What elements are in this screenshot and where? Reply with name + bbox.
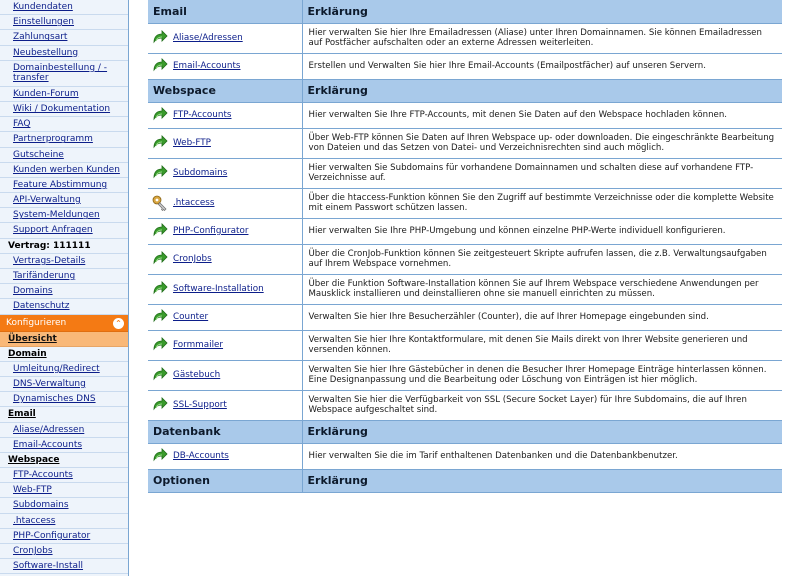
contract-label: Vertrag: 111111 [0, 239, 128, 254]
sidebar-item-php-configurator[interactable]: PHP-Configurator [13, 530, 91, 541]
sidebar-item-kunden-werben-kunden[interactable]: Kunden werben Kunden [13, 164, 120, 175]
table-row [148, 244, 782, 274]
item-name-cell [148, 304, 302, 330]
section-explanation-header: Erklärung [302, 420, 782, 443]
sidebar-item-software-install[interactable]: Software-Install [13, 561, 84, 572]
item-description: Über Web-FTP können Sie Daten auf Ihren Webspace up- oder downloaden. Die eingeschränkte Bearbeitung von Dateien und das Setzen von Datei- und Verzeichnisrechten sind auch möglich. [302, 128, 782, 158]
sidebar-item-faq[interactable]: FAQ [13, 119, 31, 130]
sidebar-row [0, 438, 128, 453]
sidebar-row [0, 377, 128, 392]
sidebar-item-zahlungsart[interactable]: Zahlungsart [13, 32, 68, 43]
section-title: Datenbank [148, 420, 302, 443]
sidebar-group-email[interactable]: Email [0, 407, 128, 422]
table-row [148, 274, 782, 304]
item-description: Verwalten Sie hier Ihre Besucherzähler (Counter), die auf Ihrer Homepage eingebunden sind. [302, 304, 782, 330]
item-name-cell [148, 274, 302, 304]
sidebar-row [0, 30, 128, 45]
green-arrow-icon[interactable] [151, 396, 169, 414]
config-header-label: Konfigurieren [6, 317, 67, 328]
sidebar-row [0, 392, 128, 407]
link-subdomains[interactable]: Subdomains [173, 168, 228, 178]
green-arrow-icon[interactable] [151, 57, 169, 75]
link-formmailer[interactable]: Formmailer [173, 340, 224, 350]
link-ssl-support[interactable]: SSL-Support [173, 400, 227, 410]
table-row [148, 23, 782, 53]
sidebar-row [0, 87, 128, 102]
table-row [148, 158, 782, 188]
section-title: Email [148, 0, 302, 23]
sidebar-row [0, 498, 128, 513]
item-description: Verwalten Sie hier Ihre Gästebücher in denen die Besucher Ihrer Homepage Einträge hinterlassen können. Eine Designanpassung und die Bearbeitung oder Löschung von Einträgen ist hier möglich. [302, 360, 782, 390]
sidebar-row [0, 559, 128, 574]
sidebar-row [0, 61, 128, 87]
link-aliase-adressen[interactable]: Aliase/Adressen [173, 33, 243, 43]
section-title: Optionen [148, 469, 302, 492]
table-row [148, 188, 782, 218]
green-arrow-icon[interactable] [151, 106, 169, 124]
item-name-cell [148, 360, 302, 390]
key-icon[interactable] [151, 194, 169, 212]
section-header-datenbank [148, 420, 782, 443]
table-row [148, 330, 782, 360]
item-name-cell [148, 128, 302, 158]
sidebar-item-vertrags-details[interactable]: Vertrags-Details [13, 255, 86, 266]
green-arrow-icon[interactable] [151, 308, 169, 326]
item-name-cell [148, 244, 302, 274]
item-name-cell [148, 102, 302, 128]
item-description: Über die Funktion Software-Installation können Sie auf Ihrem Webspace verschiedene Anwendungen per Mausklick installieren und deinstallieren ohne sie manuell einrichten zu müssen. [302, 274, 782, 304]
link-web-ftp[interactable]: Web-FTP [173, 138, 211, 148]
sidebar-item-system-meldungen[interactable]: System-Meldungen [13, 210, 100, 221]
sidebar-item-wiki-dokumentation[interactable]: Wiki / Dokumentation [13, 103, 111, 114]
sidebar-item-web-ftp[interactable]: Web-FTP [13, 485, 52, 496]
sidebar-row [0, 208, 128, 223]
sidebar-item-gutscheine[interactable]: Gutscheine [13, 149, 64, 160]
green-arrow-icon[interactable] [151, 164, 169, 182]
sidebar-item-dynamisches-dns[interactable]: Dynamisches DNS [13, 394, 96, 405]
section-explanation-header: Erklärung [302, 0, 782, 23]
sidebar-item-support-anfragen[interactable]: Support Anfragen [13, 225, 93, 236]
green-arrow-icon[interactable] [151, 134, 169, 152]
link-php-configurator[interactable]: PHP-Configurator [173, 226, 249, 236]
sidebar-item-htaccess[interactable]: .htaccess [13, 515, 56, 526]
green-arrow-icon[interactable] [151, 280, 169, 298]
link-cronjobs[interactable]: CronJobs [173, 254, 212, 264]
sidebar-item-datenschutz[interactable]: Datenschutz [13, 301, 70, 312]
sidebar-row [0, 483, 128, 498]
item-name-cell [148, 53, 302, 79]
sidebar-row [0, 544, 128, 559]
table-row [148, 443, 782, 469]
sidebar-item-api-verwaltung[interactable]: API-Verwaltung [13, 195, 81, 206]
sidebar-row [0, 193, 128, 208]
section-title: Webspace [148, 79, 302, 102]
section-header-webspace [148, 79, 782, 102]
table-row [148, 390, 782, 420]
sidebar-item-neubestellung[interactable]: Neubestellung [13, 47, 79, 58]
sidebar-item-einstellungen[interactable]: Einstellungen [13, 17, 75, 28]
item-description: Hier verwalten Sie Ihre PHP-Umgebung und können einzelne PHP-Werte individuell konfigurieren. [302, 218, 782, 244]
item-name-cell [148, 23, 302, 53]
sidebar-row [0, 269, 128, 284]
sidebar-item-domainbestellung-transfer[interactable]: Domainbestellung / -transfer [13, 62, 108, 84]
sidebar-row [0, 299, 128, 314]
item-description: Hier verwalten Sie die im Tarif enthaltenen Datenbanken und die Datenbankbenutzer. [302, 443, 782, 469]
item-description: Verwalten Sie hier die Verfügbarkeit von SSL (Secure Socket Layer) für Ihre Subdomains, die auf Ihren Webspace aufgeschaltet sind. [302, 390, 782, 420]
item-name-cell [148, 158, 302, 188]
item-description: Verwalten Sie hier Ihre Kontaktformulare, mit denen Sie Mails direkt von Ihrer Website generieren und versenden können. [302, 330, 782, 360]
sidebar-group-webspace[interactable]: Webspace [0, 453, 128, 468]
collapse-icon[interactable]: ⌃ [113, 318, 124, 329]
section-explanation-header: Erklärung [302, 79, 782, 102]
section-header-optionen [148, 469, 782, 492]
sidebar-item-feature-abstimmung[interactable]: Feature Abstimmung [13, 179, 108, 190]
main-content [148, 0, 782, 493]
sidebar-row [0, 132, 128, 147]
sidebar-row [0, 284, 128, 299]
sidebar-group-domain[interactable]: Domain [0, 347, 128, 362]
sidebar-row [0, 529, 128, 544]
item-name-cell [148, 390, 302, 420]
overview-table [148, 0, 782, 493]
item-description: Hier verwalten Sie hier Ihre Emailadressen (Aliase) unter Ihren Domainnamen. Sie können Emailadressen auf Postfächer aufschalten oder an externe Adressen weiterleiten. [302, 23, 782, 53]
sidebar-row [0, 514, 128, 529]
sidebar-row [0, 163, 128, 178]
green-arrow-icon[interactable] [151, 447, 169, 465]
table-row [148, 218, 782, 244]
item-description: Erstellen und Verwalten Sie hier Ihre Email-Accounts (Emailpostfächer) auf unseren Servern. [302, 53, 782, 79]
link-email-accounts[interactable]: Email-Accounts [173, 61, 241, 71]
table-row [148, 360, 782, 390]
sidebar-item-dns-verwaltung[interactable]: DNS-Verwaltung [13, 378, 86, 389]
sidebar-row [0, 423, 128, 438]
sidebar-row [0, 0, 128, 15]
section-explanation-header: Erklärung [302, 469, 782, 492]
link-counter[interactable]: Counter [173, 312, 209, 322]
sidebar-row [0, 117, 128, 132]
sidebar-row [0, 178, 128, 193]
sidebar-item-cronjobs[interactable]: CronJobs [13, 546, 53, 556]
item-name-cell [148, 188, 302, 218]
config-header[interactable] [0, 315, 128, 332]
item-description: Über die htaccess-Funktion können Sie den Zugriff auf bestimmte Verzeichnisse oder die komplette Website mit einem Passwort schützen lassen. [302, 188, 782, 218]
link-ftp-accounts[interactable]: FTP-Accounts [173, 110, 232, 120]
sidebar-item-kundendaten[interactable]: Kundendaten [13, 2, 73, 12]
sidebar [0, 0, 129, 576]
sidebar-item-email-accounts[interactable]: Email-Accounts [13, 439, 83, 450]
item-description: Hier verwalten Sie Subdomains für vorhandene Domainnamen und schalten diese auf vorhandene FTP-Verzeichnisse auf. [302, 158, 782, 188]
sidebar-item-aliase-adressen[interactable]: Aliase/Adressen [13, 424, 85, 435]
sidebar-item-domains[interactable]: Domains [13, 286, 53, 297]
sidebar-row [0, 254, 128, 269]
green-arrow-icon[interactable] [151, 336, 169, 354]
sidebar-item-umleitung-redirect[interactable]: Umleitung/Redirect [13, 363, 100, 374]
item-description: Über die CronJob-Funktion können Sie zeitgesteuert Skripte aufrufen lassen, die z.B. Verwaltungsaufgaben auf Ihrem Webspace vornehmen. [302, 244, 782, 274]
sidebar-row [0, 362, 128, 377]
table-row [148, 53, 782, 79]
sidebar-item-partnerprogramm[interactable]: Partnerprogramm [13, 134, 93, 145]
item-name-cell [148, 330, 302, 360]
link-gästebuch[interactable]: Gästebuch [173, 370, 221, 380]
item-name-cell [148, 218, 302, 244]
table-row [148, 102, 782, 128]
sidebar-row [0, 223, 128, 238]
green-arrow-icon[interactable] [151, 366, 169, 384]
table-row [148, 304, 782, 330]
sidebar-row [0, 102, 128, 117]
sidebar-row [0, 148, 128, 163]
sidebar-item-kunden-forum[interactable]: Kunden-Forum [13, 88, 79, 99]
link-htaccess[interactable]: .htaccess [173, 198, 215, 208]
sidebar-item-ftp-accounts[interactable]: FTP-Accounts [13, 470, 73, 481]
sidebar-item-uebersicht[interactable]: Übersicht [0, 332, 128, 347]
sidebar-item-tarifänderung[interactable]: Tarifänderung [13, 271, 76, 281]
green-arrow-icon[interactable] [151, 29, 169, 47]
green-arrow-icon[interactable] [151, 222, 169, 240]
item-description: Hier verwalten Sie Ihre FTP-Accounts, mit denen Sie Daten auf den Webspace hochladen können. [302, 102, 782, 128]
link-db-accounts[interactable]: DB-Accounts [173, 451, 229, 461]
table-row [148, 128, 782, 158]
sidebar-row [0, 468, 128, 483]
sidebar-row [0, 15, 128, 30]
section-header-email [148, 0, 782, 23]
item-name-cell [148, 443, 302, 469]
sidebar-item-subdomains[interactable]: Subdomains [13, 500, 69, 511]
link-software-installation[interactable]: Software-Installation [173, 284, 264, 294]
green-arrow-icon[interactable] [151, 250, 169, 268]
sidebar-row [0, 46, 128, 61]
